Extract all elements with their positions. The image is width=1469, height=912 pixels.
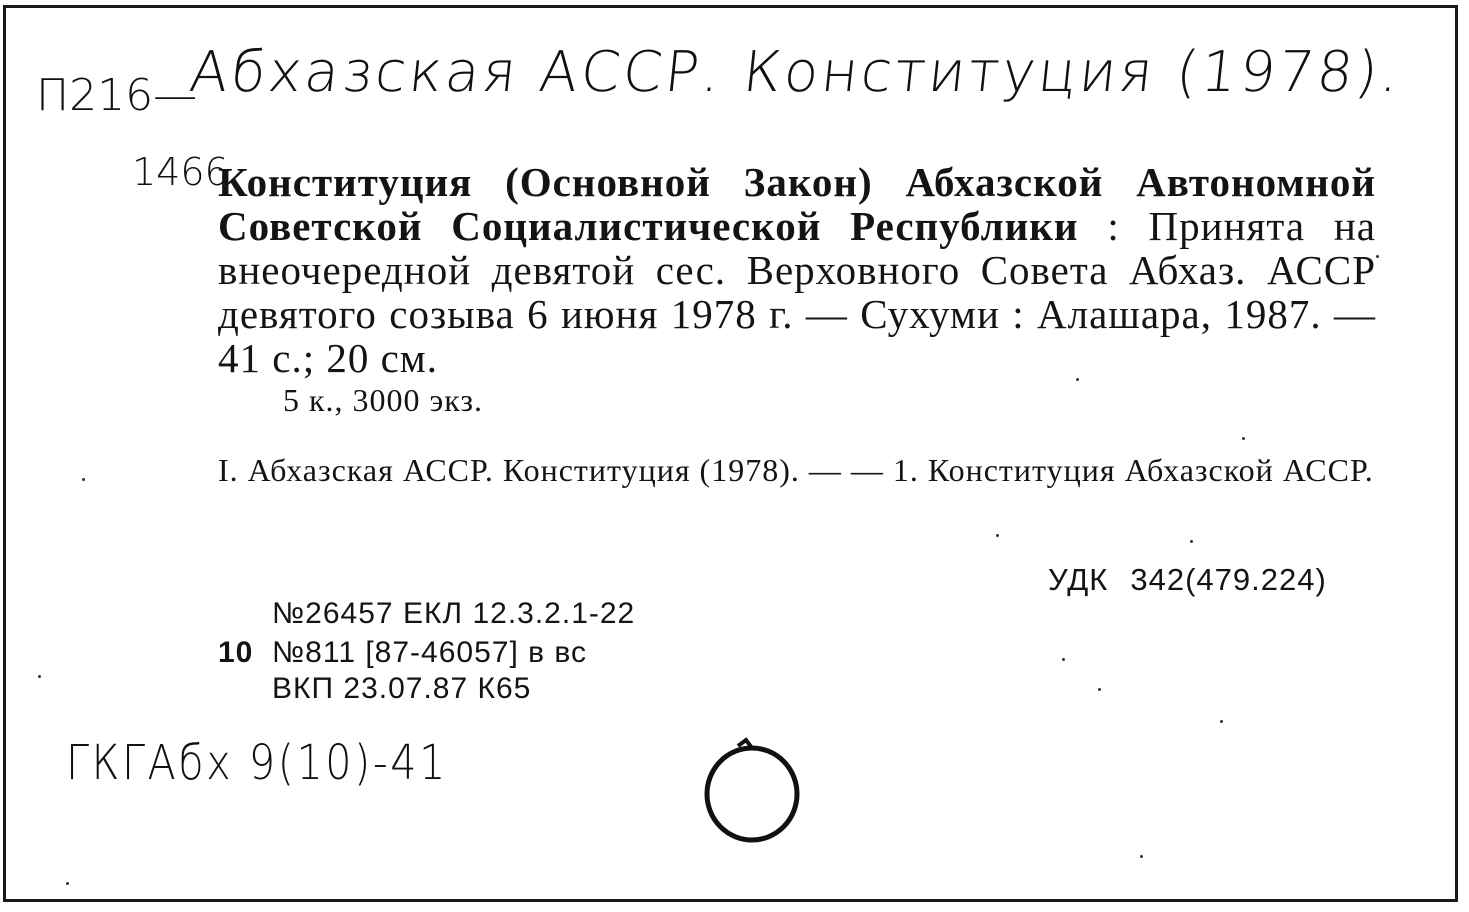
speck: [1140, 855, 1143, 858]
subject-tracings: I. Абхазская АССР. Конституция (1978). — — 1. Конституция Абхазской АССР.: [218, 452, 1374, 488]
handwritten-index: П216—: [36, 70, 198, 121]
speck: [66, 882, 69, 885]
udk-classification: [1048, 562, 1327, 598]
record-title: Конституция (Основной Закон) Абхазской Автономной Советской Социалистической Республики: [218, 159, 1376, 249]
speck: [38, 675, 41, 678]
handwritten-shelf-mark: ГКГАбх 9(10)-41: [66, 735, 448, 791]
service-line-3: ВКП 23.07.87 К65: [272, 672, 532, 705]
speck: [996, 534, 999, 537]
service-line-1: №26457 ЕКЛ 12.3.2.1-22: [272, 597, 636, 630]
bibliographic-description: [218, 160, 1376, 380]
udk-label: УДК: [1048, 562, 1109, 597]
handwritten-heading: Абхазская АССР. Конституция (1978).: [186, 40, 1405, 105]
speck: [1190, 540, 1193, 543]
udk-value: 342(479.224): [1130, 562, 1327, 597]
speck: [1376, 255, 1379, 258]
card-hole-ring-icon: [700, 732, 805, 847]
service-line-2: №811 [87-46057] в вс: [272, 636, 588, 669]
speck: [1076, 378, 1079, 381]
service-line-2-prefix: 10: [218, 636, 254, 669]
handwritten-number: 1466: [132, 150, 229, 194]
speck: [1062, 658, 1065, 661]
speck: [82, 478, 85, 481]
record-imprint: : Принята на внеочередной девятой сес. Верховного Совета Абхаз. АССР девятого созыва 6 июня 1978 г. — Сухуми : Алашара, 1987. — 41 с.; 20 см.: [218, 203, 1376, 381]
speck: [1098, 688, 1101, 691]
speck: [1242, 437, 1245, 440]
price-and-print-run: 5 к., 3000 экз.: [283, 382, 484, 418]
speck: [1220, 720, 1223, 723]
